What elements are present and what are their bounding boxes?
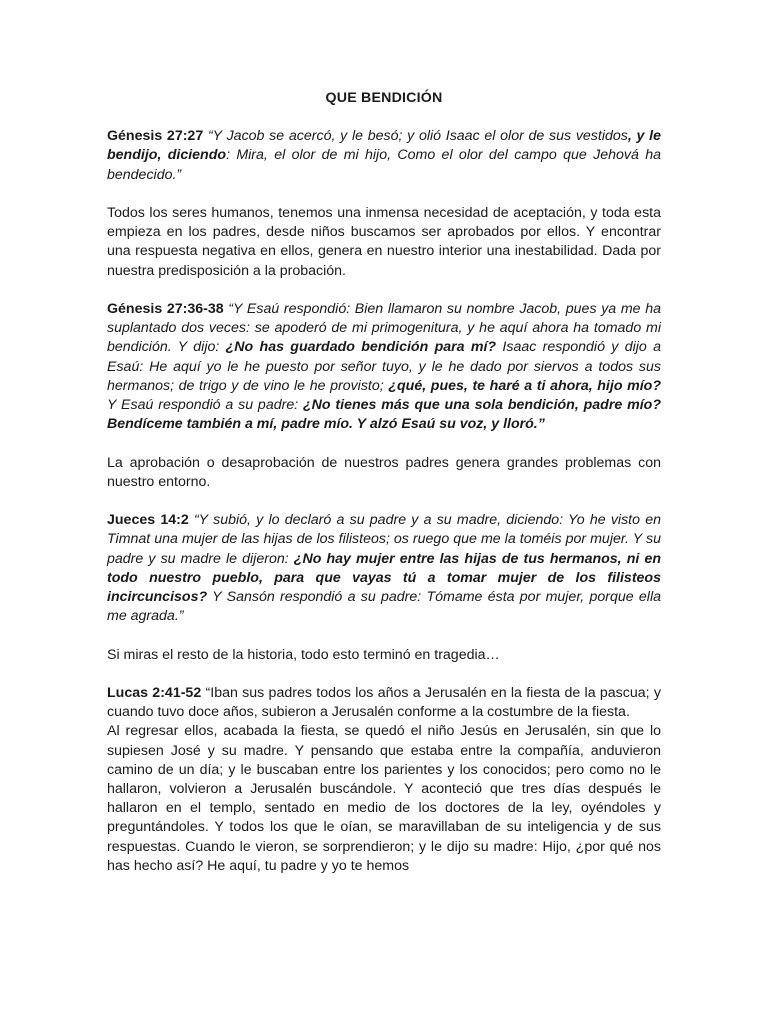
verse-reference: Génesis 27:27 <box>107 128 204 145</box>
verse-quote-emphasis: ¿qué, pues, te haré a ti ahora, hijo mío? <box>388 377 661 394</box>
paragraph-approval: La aprobación o desaprobación de nuestros padres genera grandes problemas con nuestro entorno. <box>107 454 661 490</box>
paragraph-jueces-14-2 <box>107 511 661 626</box>
verse-quote-emphasis: ¿No tienes más que una sola bendición, padre mío? Bendíceme también a mí, padre mío. Y alzó Esaú su voz, y lloró.” <box>107 397 661 433</box>
paragraph-lucas-continuation: Al regresar ellos, acabada la fiesta, se quedó el niño Jesús en Jerusalén, sin que lo supiesen José y su madre. Y pensando que estaba entre la compañía, anduvieron camino de un día; y le buscaban entre los parientes y los conocidos; pero como no le hallaron, volvieron a Jerusalén buscándole. Y aconteció que tres días después le hallaron en el templo, sentado en medio de los doctores de la ley, oyéndoles y preguntándoles. Y todos los que le oían, se maravillaban de su inteligencia y de sus respuestas. Cuando le vieron, se sorprendieron; y le dijo su madre: Hijo, ¿por qué nos has hecho así? He aquí, tu padre y yo te hemos <box>107 723 661 874</box>
verse-quote: “Iban sus padres todos los años a Jerusalén en la fiesta de la pascua; y cuando tuvo doce años, subieron a Jerusalén conforme a la costumbre de la fiesta. <box>107 685 661 721</box>
verse-quote: : Mira, el olor de mi hijo, Como el olor del campo que Jehová ha bendecido.” <box>107 147 661 183</box>
verse-quote: Y Esaú respondió a su padre: <box>107 397 303 414</box>
verse-reference: Jueces 14:2 <box>107 512 189 529</box>
verse-quote: Y Sansón respondió a su padre: Tómame ésta por mujer, porque ella me agrada.” <box>107 589 661 625</box>
paragraph-genesis-27-36-38 <box>107 300 661 434</box>
verse-reference: Lucas 2:41-52 <box>107 685 202 701</box>
paragraph-tragedy: Si miras el resto de la historia, todo esto terminó en tragedia… <box>107 646 500 663</box>
verse-quote: Isaac respondió y dijo a Esaú: He aquí yo le he puesto por señor tuyo, y le he dado por siervos a todos sus hermanos; de trigo y de vino le he provisto; <box>107 339 661 394</box>
verse-quote-emphasis: ¿No hay mujer entre las hijas de tus hermanos, ni en todo nuestro pueblo, para que vayas tú a tomar mujer de los filisteos incircuncisos? <box>107 550 662 606</box>
verse-quote: “Y subió, y lo declaró a su padre y a su madre, diciendo: Yo he visto en Timnat una mujer de las hijas de los filisteos; os ruego que me la toméis por mujer. Y su padre y su madre le dijeron: <box>107 512 661 567</box>
document-title: QUE BENDICIÓN <box>325 90 443 106</box>
paragraph-acceptance: Todos los seres humanos, tenemos una inmensa necesidad de aceptación, y toda esta empieza en los padres, desde niños buscamos ser aprobados por ellos. Y encontrar una respuesta negativa en ellos, genera en nuestro interior una inestabilidad. Dada por nuestra predisposición a la probación. <box>107 205 661 279</box>
verse-reference: Génesis 27:36-38 <box>107 301 224 317</box>
verse-quote: “Y Jacob se acercó, y le besó; y olió Isaac el olor de sus vestidos <box>203 128 628 145</box>
paragraph-genesis-27-27 <box>107 127 661 185</box>
verse-quote: “Y Esaú respondió: Bien llamaron su nombre Jacob, pues ya me ha suplantado dos veces: se apoderó de mi primogenitura, y he aquí ahora ha tomado mi bendición. Y dijo: <box>107 301 661 356</box>
paragraph-lucas-2-41-52 <box>107 684 661 722</box>
document-body <box>107 89 661 895</box>
verse-quote-emphasis: , y le bendijo, diciendo <box>107 128 661 164</box>
verse-quote-emphasis: ¿No has guardado bendición para mí? <box>225 339 497 356</box>
